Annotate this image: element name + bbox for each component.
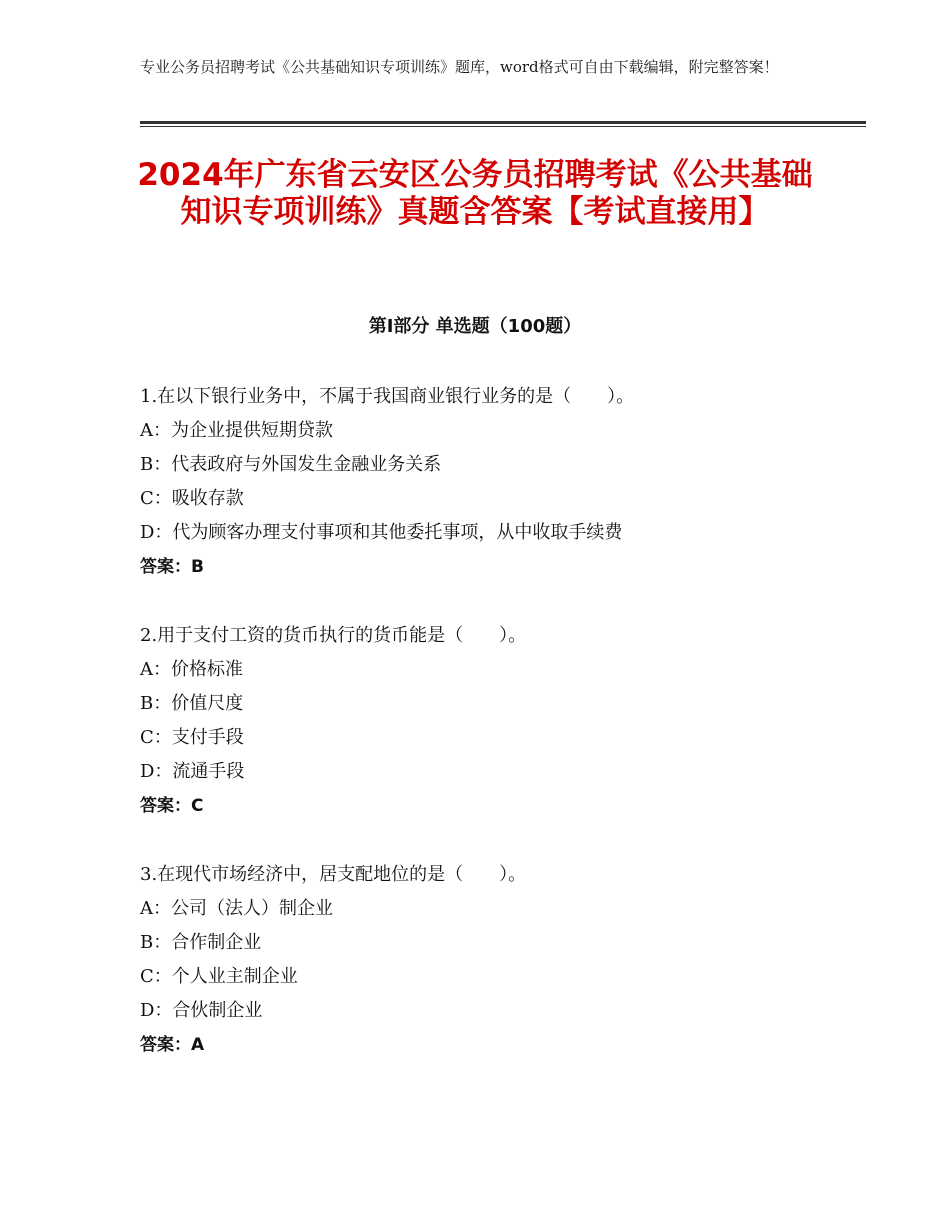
option-c: C：吸收存款 [140, 488, 244, 509]
option-b: B：代表政府与外国发生金融业务关系 [140, 454, 442, 475]
question-stem: 1.在以下银行业务中，不属于我国商业银行业务的是（ ）。 [140, 386, 635, 407]
option-a: A：为企业提供短期贷款 [140, 420, 333, 441]
option-c: C：个人业主制企业 [140, 966, 298, 987]
header-note: 专业公务员招聘考试《公共基础知识专项训练》题库，word格式可自由下载编辑，附完整答案！ [140, 58, 779, 76]
question-list [140, 380, 840, 1097]
question-3 [140, 858, 840, 1062]
question-1 [140, 380, 840, 584]
question-stem: 3.在现代市场经济中，居支配地位的是（ ）。 [140, 864, 527, 885]
question-2 [140, 619, 840, 823]
option-c: C：支付手段 [140, 727, 244, 748]
option-d: D：代为顾客办理支付事项和其他委托事项，从中收取手续费 [140, 522, 623, 543]
document-title: 2024年广东省云安区公务员招聘考试《公共基础知识专项训练》真题含答案【考试直接用】 [137, 157, 813, 230]
option-a: A：价格标准 [140, 659, 243, 680]
option-b: B：合作制企业 [140, 932, 262, 953]
answer-label: 答案：C [140, 796, 204, 816]
option-b: B：价值尺度 [140, 693, 244, 714]
answer-label: 答案：A [140, 1035, 205, 1055]
question-stem: 2.用于支付工资的货币执行的货币能是（ ）。 [140, 625, 527, 646]
header-divider-thick [140, 121, 866, 124]
option-d: D：流通手段 [140, 761, 245, 782]
option-d: D：合伙制企业 [140, 1000, 263, 1021]
answer-label: 答案：B [140, 557, 204, 577]
section-title: 第Ⅰ部分 单选题（100题） [368, 316, 582, 337]
option-a: A：公司（法人）制企业 [140, 898, 333, 919]
header-divider-thin [140, 126, 866, 127]
